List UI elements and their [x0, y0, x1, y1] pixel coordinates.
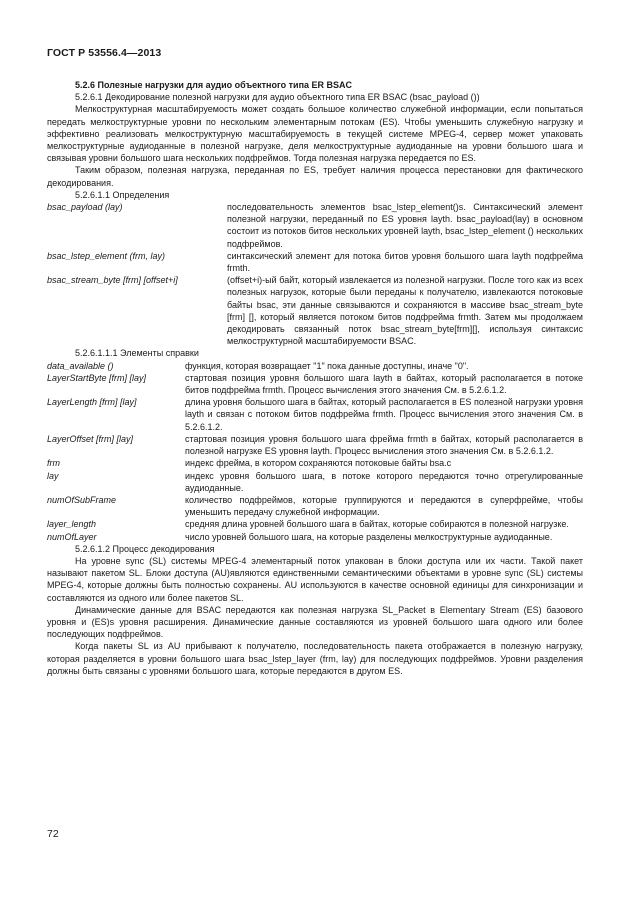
help-desc: длина уровня большого шага в байтах, который располагается в ES полезной нагрузки уровня layth и связан с потоком битов подфрейма frmth. Процесс вычисления этого значения См. в 5.2.6.1.2.	[185, 397, 583, 432]
definition-term: bsac_stream_byte [frm] [offset+i]	[47, 275, 178, 286]
help-item	[47, 470, 583, 494]
paragraph-2: Таким образом, полезная нагрузка, переданная по ES, требует наличия процесса перестановки для фактического декодирования.	[47, 165, 583, 188]
paragraph-3: На уровне sync (SL) системы MPEG-4 элементарный поток упакован в блоки доступа или их части. Такой пакет называют пакетом SL. Блоки доступа (AU)являются единственными семантическими объектами в уровне sync (SL) системы MPEG-4, которые должны быть полностью сохранены. AU используются в качестве основной единицы для синхронизации и составляются из одного или более пакетов SL.	[47, 555, 583, 603]
definition-item	[47, 250, 583, 274]
section-title: 5.2.6 Полезные нагрузки для аудио объектного типа ER BSAC	[75, 80, 353, 90]
help-elements-title: 5.2.6.1.1.1 Элементы справки	[75, 348, 199, 359]
paragraph-5: Когда пакеты SL из AU прибывают к получателю, последовательность пакета отображается в полезную нагрузку, которая разделяется в уровни большого шага bsac_lstep_layer (frm, lay) для последующих подфреймов. Уровни разделения должны быть связаны с уровнями большого шага, которые передаются в другом ES.	[47, 641, 583, 676]
help-term: LayerOffset [frm] [lay]	[47, 433, 134, 444]
help-desc: средняя длина уровней большого шага в байтах, которые собираются в полезной нагрузке.	[185, 519, 569, 530]
help-term: LayerStartByte [frm] [lay]	[47, 372, 147, 383]
definition-desc: последовательность элементов bsac_lstep_element()s. Синтаксический элемент полезной нагрузки, переданный по ES уровня layth. bsac_payload(lay) в основном состоит из потоков битов нескольких уровней layth, bsac_lstep_element () нескольких подфреймов.	[227, 202, 583, 249]
paragraph-1: Мелкоструктурная масштабируемость может создать большое количество служебной информации, если попытаться передать мелкоструктурные уровни по нескольким элементарным потокам (ES). Чтобы уменьшить служебную нагрузку и эффективно реализовать мелкоструктурную масштабируемость в текущей системе MPEG-4, сервер может упаковать мелкоструктурные аудиоданные в полезной нагрузке, деля мелкоструктурные аудиоданные на уровни большого шага и связывая уровни большого шага нескольких подфреймов. Тогда полезная нагрузка передается по ES.	[47, 104, 583, 164]
help-item	[47, 433, 583, 457]
definition-desc: (offset+i)-ый байт, который извлекается из полезной нагрузки. После того как из всех полезных нагрузок, которые были переданы к получателю, извлекаются потоковые байты bsac, эти данные связываются и сохраняются в массиве bsac_stream_byte [frm] [], который является потоком битов подфрейма frmth. Затем мы продолжаем декодировать связанный поток bsac_stream_byte[frm][], используя синтаксис мелкоструктурной масштабируемости BSAC.	[227, 275, 583, 347]
help-term: numOfSubFrame	[47, 494, 117, 505]
definition-term: bsac_payload (lay)	[47, 202, 123, 213]
definition-item	[47, 274, 583, 347]
paragraph-4: Динамические данные для BSAC передаются как полезная нагрузка SL_Packet в Elementary Stream (ES) базового уровня и (ES)s уровня расширения. Динамические данные составляются из уровней большого шага одного или более последующих подфреймов.	[47, 604, 583, 640]
help-term: lay	[47, 470, 59, 481]
help-desc: индекс фрейма, в котором сохраняются потоковые байты bsa.c	[185, 458, 452, 469]
help-desc: стартовая позиция уровня большого шага фрейма frmth в байтах, который располагается в полезной нагрузке ES уровня layth. Процесс вычисления этого значения См. в 5.2.6.1.2.	[185, 433, 583, 457]
help-item	[47, 518, 583, 530]
document-body	[47, 79, 583, 677]
definitions-title: 5.2.6.1.1 Определения	[75, 189, 170, 200]
help-item	[47, 531, 583, 543]
help-item	[47, 457, 583, 469]
help-term: LayerLength [frm] [lay]	[47, 397, 137, 408]
help-item	[47, 360, 583, 372]
help-term: numOfLayer	[47, 531, 97, 542]
help-item	[47, 494, 583, 518]
help-term: frm	[47, 458, 60, 469]
help-desc: стартовая позиция уровня большого шага layth в байтах, который располагается в потоке битов подфрейма frmth. Процесс вычисления этого значения См. в 5.2.6.1.2.	[185, 372, 583, 396]
definitions-list	[47, 201, 583, 347]
help-desc: число уровней большого шага, на которые разделены мелкоструктурные аудиоданные.	[185, 531, 553, 542]
help-desc: индекс уровня большого шага, в потоке которого передаются точно отрегулированные аудиоданные.	[185, 470, 583, 493]
help-elements-list	[47, 360, 583, 543]
subsection-title: 5.2.6.1 Декодирование полезной нагрузки для аудио объектного типа ER BSAC (bsac_payload ())	[75, 92, 480, 103]
document-code: ГОСТ Р 53556.4—2013	[47, 47, 162, 59]
definition-item	[47, 201, 583, 250]
help-item	[47, 372, 583, 396]
help-desc: количество подфреймов, которые группируются и передаются в суперфрейме, чтобы уменьшить передачу служебной информации.	[185, 494, 583, 518]
help-term: data_available ()	[47, 360, 114, 371]
page-number: 72	[47, 828, 59, 840]
definition-desc: синтаксический элемент для потока битов уровня большого шага layth подфрейма frmth.	[227, 250, 583, 274]
decoding-process-title: 5.2.6.1.2 Процесс декодирования	[75, 543, 215, 554]
help-term: layer_length	[47, 519, 97, 530]
help-desc: функция, которая возвращает "1" пока данные доступны, иначе "0".	[185, 360, 469, 371]
help-item	[47, 396, 583, 433]
definition-term: bsac_lstep_element (frm, lay)	[47, 250, 166, 261]
